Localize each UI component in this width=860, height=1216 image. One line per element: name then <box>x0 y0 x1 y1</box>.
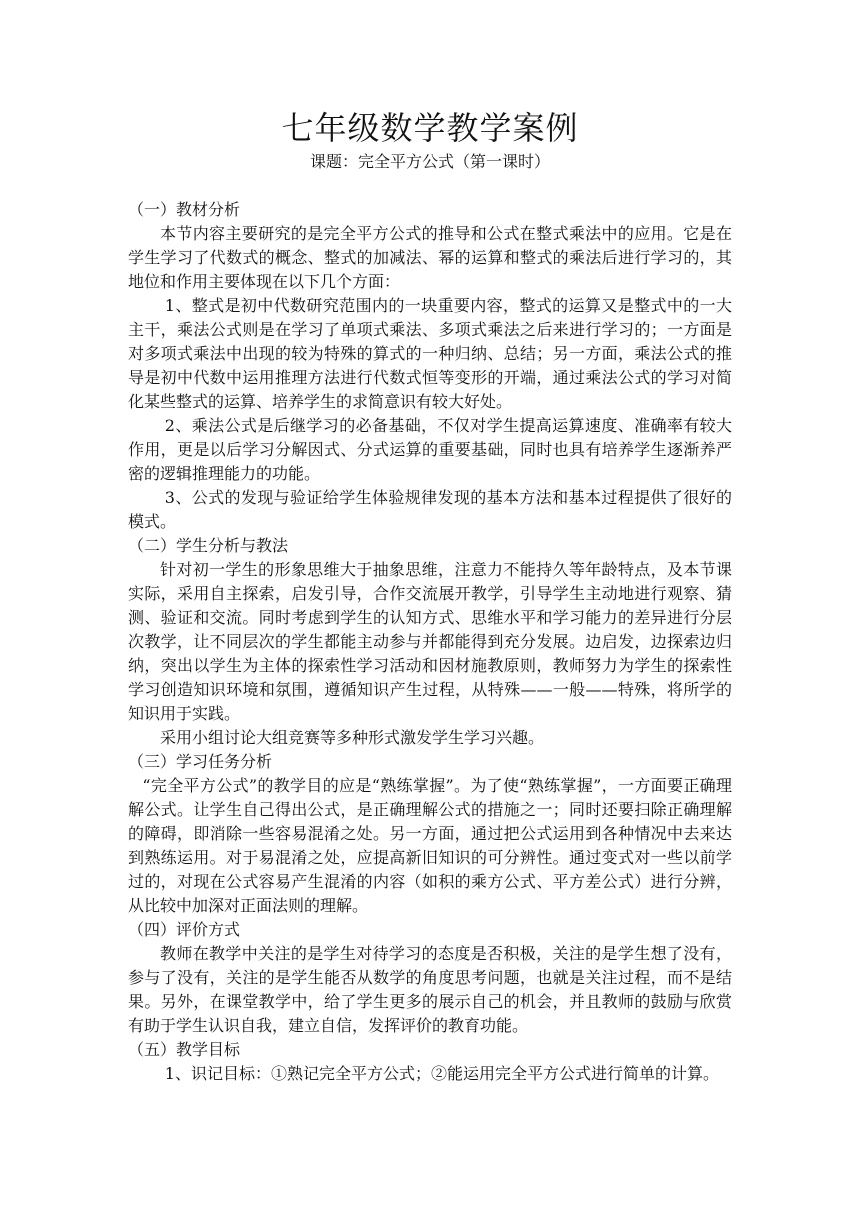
section-heading-5: （五）教学目标 <box>128 1040 241 1059</box>
section-1-paragraph: 3、公式的发现与验证给学生体验规律发现的基本方法和基本过程提供了很好的模式。 <box>128 488 732 531</box>
section-3-paragraph: “完全平方公式”的教学目的应是“熟练掌握”。为了使“熟练掌握”，一方面要正确理解公式。让学生自己得出公式，是正确理解公式的措施之一；同时还要扫除正确理解的障碍，即消除一些容易混淆之处。另一方面，通过把公式运用到各种情况中去来达到熟练运用。对于易混淆之处，应提高新旧知识的可分辨性。通过变式对一些以前学过的，对现在公式容易产生混淆的内容（如积的乘方公式、平方差公式）进行分辨，从比较中加深对正面法则的理解。 <box>128 776 732 915</box>
section-1-paragraph: 本节内容主要研究的是完全平方公式的推导和公式在整式乘法中的应用。它是在学生学习了代数式的概念、整式的加减法、幂的运算和整式的乘法后进行学习的，其地位和作用主要体现在以下几个方面： <box>128 224 732 291</box>
lesson-subtitle: 课题：完全平方公式（第一课时） <box>309 152 550 171</box>
section-1-paragraph: 1、整式是初中代数研究范围内的一块重要内容，整式的运算又是整式中的一大主干，乘法公式则是在学习了单项式乘法、多项式乘法之后来进行学习的；一方面是对多项式乘法中出现的较为特殊的算式的一种归纳、总结；另一方面，乘法公式的推导是初中代数中运用推理方法进行代数式恒等变形的开端，通过乘法公式的学习对简化某些整式的运算、培养学生的求简意识有较大好处。 <box>128 296 732 411</box>
document-body <box>128 198 732 1086</box>
section-1-paragraph: 2、乘法公式是后继学习的必备基础，不仅对学生提高运算速度、准确率有较大作用，更是以后学习分解因式、分式运算的重要基础，同时也具有培养学生逐渐养严密的逻辑推理能力的功能。 <box>128 416 732 483</box>
section-5-paragraph: 1、识记目标：①熟记完全平方公式；②能运用完全平方公式进行简单的计算。 <box>164 1064 719 1083</box>
section-2-paragraph: 针对初一学生的形象思维大于抽象思维，注意力不能持久等年龄特点，及本节课实际，采用自主探索，启发引导，合作交流展开教学，引导学生主动地进行观察、猜测、验证和交流。同时考虑到学生的认知方式、思维水平和学习能力的差异进行分层次教学，让不同层次的学生都能主动参与并都能得到充分发展。边启发，边探索边归纳，突出以学生为主体的探索性学习活动和因材施教原则，教师努力为学生的探索性学习创造知识环境和氛围，遵循知识产生过程，从特殊——一般——特殊，将所学的知识用于实践。 <box>128 560 732 723</box>
section-4-paragraph: 教师在教学中关注的是学生对待学习的态度是否积极，关注的是学生想了没有，参与了没有，关注的是学生能否从数学的角度思考问题，也就是关注过程，而不是结果。另外，在课堂教学中，给了学生更多的展示自己的机会，并且教师的鼓励与欣赏有助于学生认识自我，建立自信，发挥评价的教育功能。 <box>128 944 732 1035</box>
document-title: 七年级数学教学案例 <box>281 109 579 147</box>
section-2-paragraph: 采用小组讨论大组竞赛等多种形式激发学生学习兴趣。 <box>160 728 545 747</box>
section-heading-4: （四）评价方式 <box>128 920 241 939</box>
section-heading-2: （二）学生分析与教法 <box>128 536 289 555</box>
section-heading-3: （三）学习任务分析 <box>128 752 273 771</box>
section-heading-1: （一）教材分析 <box>128 200 241 219</box>
